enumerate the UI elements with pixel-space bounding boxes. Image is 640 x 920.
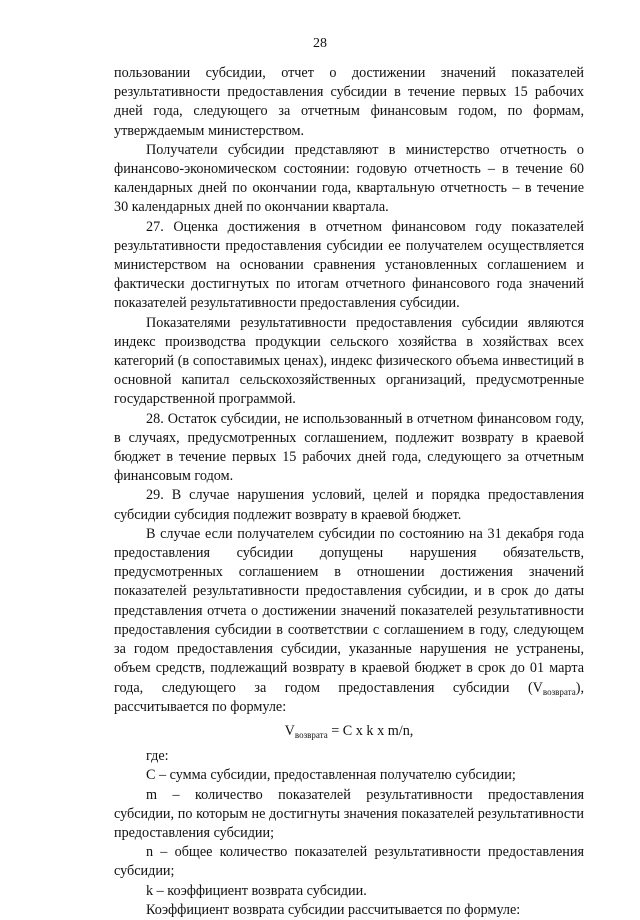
page-number: 28 xyxy=(313,36,327,51)
case-paragraph-subscript: возврата xyxy=(542,686,576,697)
definition-3: n – общее количество показателей результативности предоставления субсидии; xyxy=(114,844,584,880)
formula-v-return xyxy=(114,722,584,741)
formula-subscript: возврата xyxy=(294,729,328,740)
formula-rhs: = C x k x m/n, xyxy=(327,722,414,739)
definition-4: k – коэффициент возврата субсидии. xyxy=(146,882,367,899)
case-paragraph-text-after: ), рассчитывается по формуле: xyxy=(114,679,584,715)
definition-2: m – количество показателей результативности предоставления субсидии, по которым не достигнуты значения показателей результативности предоставления субсидии; xyxy=(114,786,584,841)
paragraph-2: 27. Оценка достижения в отчетном финансовом году показателей результативности предоставления субсидии ее получателем осуществляется министерством на основании сравнения установленных соглашением и фактически достигнутых по итогам отчетного финансового года значений показателей результативности предоставления субсидии. xyxy=(114,218,584,312)
definition-5: Коэффициент возврата субсидии рассчитывается по формуле: xyxy=(146,901,521,918)
paragraph-5: 29. В случае нарушения условий, целей и порядка предоставления субсидии субсидия подлежит возврату в краевой бюджет. xyxy=(114,487,584,523)
case-paragraph xyxy=(114,525,584,717)
definition-0: где: xyxy=(146,748,169,765)
formula-lhs: V xyxy=(284,722,295,739)
definition-1: C – сумма субсидии, предоставленная получателю субсидии; xyxy=(146,767,516,784)
document-body xyxy=(114,64,584,920)
paragraph-1: Получатели субсидии представляют в министерство отчетность о финансово-экономическом состоянии: годовую отчетность – в течение 60 календарных дней по окончании года, квартальную отчетность – в течение 30 календарных дней по окончании квартала. xyxy=(114,141,584,216)
paragraph-4: 28. Остаток субсидии, не использованный в отчетном финансовом году, в случаях, предусмотренных соглашением, подлежит возврату в краевой бюджет в течение первых 15 рабочих дней года, следующего за отчетным финансовым годом. xyxy=(114,410,584,485)
case-paragraph-text-before: В случае если получателем субсидии по состоянию на 31 декабря года предоставления субсидии допущены нарушения обязательств, предусмотренных соглашением в отношении достижения значений показателей результативности предоставления субсидии, и в срок до даты представления отчета о достижении значений показателей результативности предоставления субсидии в соответствии с соглашением в году, следующем за годом предоставления субсидии, указанные нарушения не устранены, объем средств, подлежащий возврату в краевой бюджет в срок до 01 марта года, следующего за годом предоставления субсидии (V xyxy=(114,525,584,696)
paragraph-0: пользовании субсидии, отчет о достижении значений показателей результативности предоставления субсидии в течение первых 15 рабочих дней года, следующего за отчетным финансовым годом, по формам, утверждаемым министерством. xyxy=(114,65,584,139)
paragraph-3: Показателями результативности предоставления субсидии являются индекс производства продукции сельского хозяйства в хозяйствах всех категорий (в сопоставимых ценах), индекс физического объема инвестиций в основной капитал сельскохозяйственных организаций, предусмотренные государственной программой. xyxy=(114,314,584,408)
